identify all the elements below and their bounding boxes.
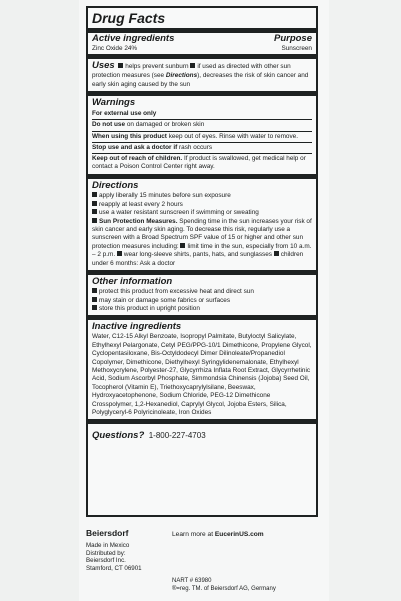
directions-item [92, 192, 312, 200]
stop-use-label: Stop use and ask a doctor if [92, 143, 178, 151]
brand-name: Beiersdorf [86, 528, 129, 538]
active-ingredient: Zinc Oxide 24% [92, 45, 138, 52]
website-url: EucerinUS.com [214, 531, 264, 538]
directions-item [92, 209, 312, 217]
trademark-note: ®=reg. TM. of Beiersdorf AG, Germany [172, 585, 276, 592]
other-info-text: protect this product from excessive heat and direct sun [99, 288, 254, 296]
external-use: For external use only [92, 109, 312, 120]
bullet-icon [190, 63, 195, 68]
questions-heading: Questions? [92, 430, 145, 442]
spm-label: Sun Protection Measures. [99, 217, 178, 225]
drug-facts-title: Drug Facts [92, 10, 166, 26]
active-row [92, 45, 312, 53]
directions-item-text: apply liberally 15 minutes before sun exposure [99, 192, 231, 200]
other-info-item [92, 305, 312, 313]
directions-heading: Directions [92, 180, 139, 192]
stop-use-text: rash occurs [179, 143, 213, 151]
address-line: Stamford, CT 06901 [86, 564, 142, 572]
other-info-section [92, 275, 312, 314]
other-info-text: store this product in upright position [99, 304, 200, 312]
spm-item-1: limit time in the sun, especially from 10 a.m. – 2 p.m. [92, 242, 312, 259]
keep-out-of-reach [92, 154, 312, 172]
spm-item-3: children under 6 months: Ask a doctor [92, 251, 304, 267]
learn-more-prefix: Learn more at [172, 531, 215, 538]
do-not-use-text: on damaged or broken skin [126, 121, 205, 129]
inactive-text: Water, C12-15 Alkyl Benzoate, Isopropyl Palmitate, Butyloctyl Salicylate, Ethylhexyl Pelargonate, Cetyl PEG/PPG-10/1 Dimethicone, Propylene Glycol, Cyclopentasiloxane, Bis-Octyldodecyl Dimer Dilinoleate/Propanediol Copolymer, Dimethicone, Diethylhexyl Syringylidenemalonate, Ethylhexyl Methoxycrylene, Polyester-27, Glycyrrhiza Inflata Root Extract, Glycyrrhetinic Acid, Sodium Ascorbyl Phosphate, Simmondsia Chinensis (Jojoba) Seed Oil, Tocopherol (Vitamin E), Triethoxycaprylylsilane, Beeswax, Hydroxyacetophenone, Sodium Chloride, PEG-12 Dimethicone Crosspolymer, 1,2-Hexanediol, Caprylyl Glycol, Jojoba Esters, Silica, Polyglyceryl-6 Polyricinoleate, Iron Oxides [92, 333, 312, 416]
uses-section [92, 59, 312, 90]
other-info-item [92, 297, 312, 305]
uses-item-1: helps prevent sunburn [125, 63, 189, 71]
directions-item-text: use a water resistant sunscreen if swimming or sweating [99, 209, 259, 217]
other-info-heading: Other information [92, 276, 173, 288]
nart-block [172, 578, 276, 593]
uses-heading: Uses [92, 60, 115, 72]
package-side [329, 0, 401, 601]
stop-use [92, 143, 312, 154]
when-using [92, 132, 312, 143]
directions-item [92, 201, 312, 209]
bullet-icon [274, 251, 279, 256]
keep-out-text: If product is swallowed, get medical help or contact a Poison Control Center right away. [92, 155, 306, 171]
bullet-icon [118, 63, 123, 68]
address-line: Distributed by: [86, 549, 126, 557]
warnings-section [92, 96, 312, 173]
directions-item-text: reapply at least every 2 hours [99, 200, 183, 208]
questions-section [92, 424, 312, 444]
inactive-heading: Inactive ingredients [92, 321, 182, 333]
address-block [86, 542, 142, 572]
bullet-icon [117, 251, 122, 256]
purpose-heading: Purpose [273, 33, 312, 44]
sun-protection-measures [92, 218, 312, 268]
warnings-heading: Warnings [92, 97, 136, 109]
bullet-icon [92, 209, 97, 214]
questions-phone: 1-800-227-4703 [148, 431, 206, 441]
address-line: Made in Mexico [86, 542, 130, 549]
bullet-icon [92, 192, 97, 197]
learn-more [172, 531, 264, 539]
uses-text [92, 60, 312, 89]
address-line: Beiersdorf Inc. [86, 557, 126, 565]
when-using-label: When using this product [92, 132, 167, 140]
purpose-value: Sunscreen [281, 45, 312, 52]
when-using-text: keep out of eyes. Rinse with water to remove. [168, 132, 298, 140]
uses-item-2-end: ), decreases the risk of skin cancer and early skin aging caused by the sun [92, 72, 309, 88]
other-info-item [92, 288, 312, 296]
package-footer [86, 528, 322, 598]
bullet-icon [92, 201, 97, 206]
uses-item-2: if used as directed with other sun protection measures (see [92, 63, 291, 80]
do-not-use-label: Do not use [92, 121, 126, 129]
bullet-icon [92, 297, 97, 302]
spm-text: Spending time in the sun increases your risk of skin cancer and early skin aging. To decrease this risk, regularly use a sunscreen with a Broad Spectrum SPF value of 15 or higher and other sun protection measures including: [92, 217, 312, 250]
active-header-row [92, 33, 312, 45]
bullet-icon [180, 243, 185, 248]
inactive-section [92, 320, 312, 418]
bullet-icon [92, 218, 97, 223]
bullet-icon [92, 305, 97, 310]
directions-reference: Directions [165, 72, 198, 80]
nart-number: NART # 63980 [172, 578, 212, 584]
do-not-use [92, 120, 312, 131]
spm-item-2: wear long-sleeve shirts, pants, hats, and sunglasses [123, 251, 273, 259]
directions-section [92, 179, 312, 269]
active-heading: Active ingredients [92, 33, 175, 44]
bullet-icon [92, 288, 97, 293]
other-info-text: may stain or damage some fabrics or surfaces [99, 296, 231, 304]
keep-out-label: Keep out of reach of children. [92, 155, 183, 163]
drug-facts-box [86, 6, 318, 517]
